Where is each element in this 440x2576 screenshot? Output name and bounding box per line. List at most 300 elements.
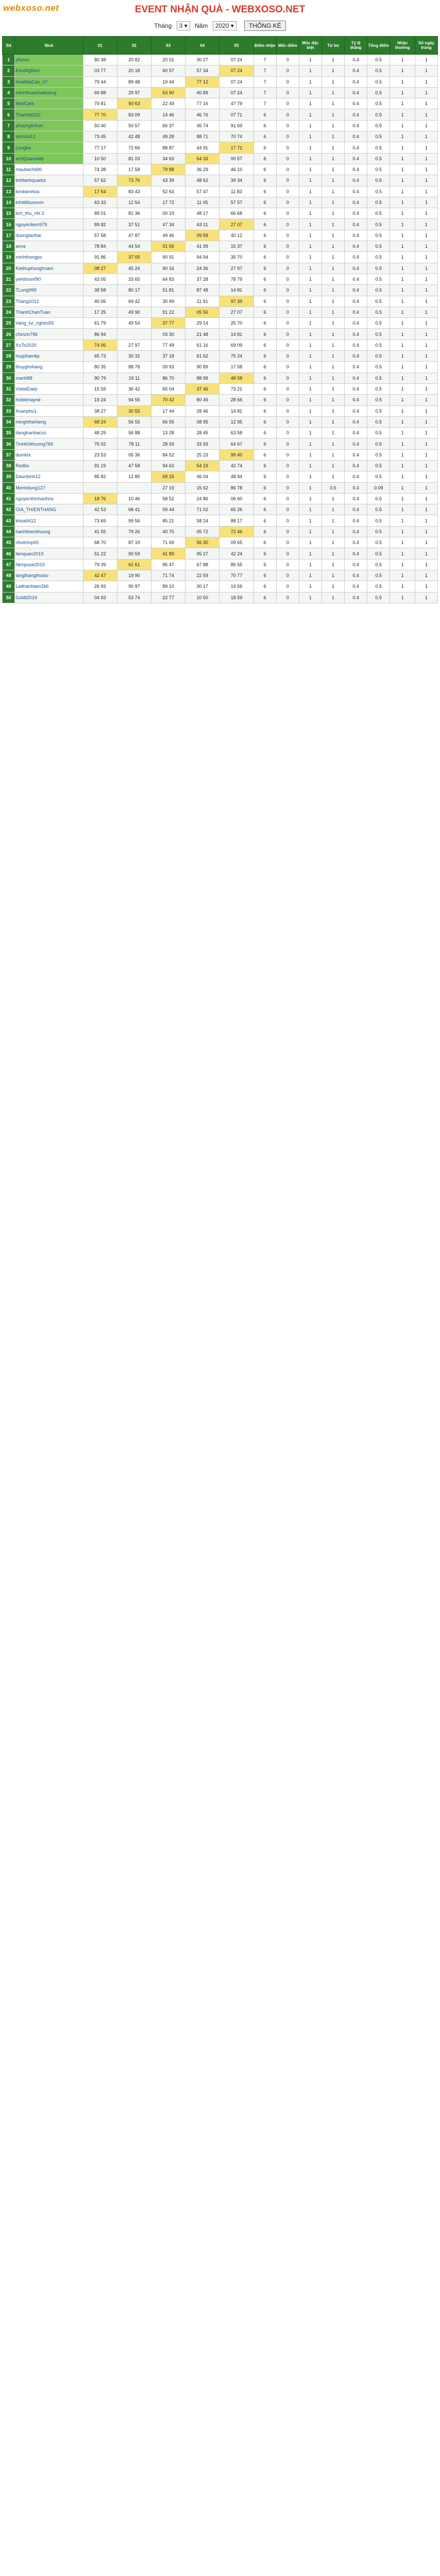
table-cell-n: 1 [390, 471, 415, 482]
table-cell-d3: 64 83 [151, 274, 185, 284]
table-cell-d5: 14 81 [219, 405, 253, 416]
table-cell-nick[interactable]: Menhdung127 [15, 482, 83, 493]
table-row [3, 164, 438, 175]
table-cell-p: 6 [253, 372, 276, 383]
table-cell-s: 1 [299, 175, 321, 186]
table-cell-d3: 41 89 [151, 548, 185, 559]
table-cell-nick[interactable]: HoaMaiCao_07 [15, 76, 83, 87]
table-cell-k: 1 [415, 460, 437, 471]
table-cell-k: 1 [415, 153, 437, 164]
table-cell-d3: 94 63 [151, 460, 185, 471]
table-cell-d3: 03 30 [151, 329, 185, 340]
table-cell-d5: 00 57 [219, 153, 253, 164]
table-cell-d1: 26 93 [83, 581, 117, 592]
table-cell-n: 1 [390, 252, 415, 263]
table-cell-d1: 19 24 [83, 395, 117, 405]
table-cell-stt: 46 [3, 548, 15, 559]
table-cell-nick[interactable]: tnhtt6buonvm [15, 197, 83, 208]
table-cell-k: 1 [415, 164, 437, 175]
table-cell-k: 1 [415, 372, 437, 383]
table-cell-d2: 19 11 [117, 372, 151, 383]
table-cell-t: 0.5 [367, 230, 390, 241]
table-cell-d4: 11 91 [185, 296, 219, 307]
table-cell-n: 1 [390, 230, 415, 241]
table-cell-d1: 42 53 [83, 504, 117, 515]
table-cell-nick[interactable]: Goldt2019 [15, 592, 83, 603]
table-row [3, 383, 438, 394]
table-cell-d4: 29 14 [185, 318, 219, 329]
table-cell-m: 0 [276, 428, 299, 438]
table-cell-nick[interactable]: dangtranbacco [15, 428, 83, 438]
table-cell-n: 1 [390, 142, 415, 153]
table-cell-k: 1 [415, 362, 437, 372]
table-cell-t: 0.5 [367, 318, 390, 329]
column-header: Stt [3, 37, 15, 55]
table-cell-k: 1 [415, 482, 437, 493]
table-cell-d4: 36 29 [185, 164, 219, 175]
table-cell-b: 1 [321, 438, 344, 449]
table-cell-t: 0.5 [367, 449, 390, 460]
table-cell-b: 1 [321, 416, 344, 427]
table-cell-d3: 90 16 [151, 263, 185, 274]
table-cell-s: 1 [299, 428, 321, 438]
table-cell-r: 0.4 [345, 504, 367, 515]
table-cell-d5: 28 66 [219, 395, 253, 405]
table-cell-t: 0.5 [367, 395, 390, 405]
table-cell-nick[interactable]: Redbo [15, 460, 83, 471]
table-cell-r: 0.4 [345, 405, 367, 416]
table-cell-d1: 91 19 [83, 460, 117, 471]
table-cell-s: 1 [299, 65, 321, 76]
table-cell-d1: 57 58 [83, 230, 117, 241]
table-cell-d3: 66 55 [151, 416, 185, 427]
table-row [3, 372, 438, 383]
table-cell-m: 0 [276, 351, 299, 362]
table-cell-n: 1 [390, 537, 415, 548]
table-cell-nick[interactable]: maubachil90 [15, 164, 83, 175]
table-cell-d5: 27 97 [219, 263, 253, 274]
table-cell-m: 0 [276, 559, 299, 570]
table-cell-nick[interactable]: Kiethuphunghnam [15, 263, 83, 274]
table-cell-n: 1 [390, 405, 415, 416]
table-cell-t: 0.5 [367, 120, 390, 131]
table-cell-m: 0 [276, 65, 299, 76]
table-cell-d1: 65 73 [83, 351, 117, 362]
table-cell-p: 7 [253, 55, 276, 65]
table-cell-d3: 49 46 [151, 230, 185, 241]
table-cell-k: 1 [415, 186, 437, 197]
table-cell-s: 1 [299, 383, 321, 394]
table-cell-s: 1 [299, 307, 321, 317]
table-row [3, 416, 438, 427]
table-cell-p: 6 [253, 559, 276, 570]
table-cell-b: 1 [321, 537, 344, 548]
table-cell-m: 0 [276, 362, 299, 372]
table-cell-stt: 35 [3, 428, 15, 438]
table-cell-d5: 07 24 [219, 55, 253, 65]
table-cell-d3: 22 77 [151, 592, 185, 603]
table-cell-m: 0 [276, 537, 299, 548]
table-cell-nick[interactable]: nguyenthinhanhns [15, 493, 83, 504]
site-logo[interactable]: webxoso.net [3, 3, 59, 13]
table-cell-p: 6 [253, 241, 276, 252]
table-cell-d3: 14 46 [151, 109, 185, 120]
table-cell-s: 1 [299, 438, 321, 449]
table-cell-d2: 20 82 [117, 55, 151, 65]
table-cell-stt: 43 [3, 515, 15, 526]
table-cell-b: 1 [321, 208, 344, 219]
table-cell-nick[interactable]: Xuanphu1 [15, 405, 83, 416]
table-cell-r: 0.4 [345, 153, 367, 164]
table-cell-t: 0.5 [367, 548, 390, 559]
table-cell-nick[interactable]: nguyenliem979 [15, 219, 83, 230]
table-cell-stt: 49 [3, 581, 15, 592]
table-cell-s: 1 [299, 559, 321, 570]
table-cell-nick[interactable]: Longbo [15, 142, 83, 153]
table-cell-s: 1 [299, 164, 321, 175]
table-cell-p: 6 [253, 351, 276, 362]
table-cell-s: 1 [299, 471, 321, 482]
table-cell-d5: 48 58 [219, 372, 253, 383]
table-cell-d4: 58 24 [185, 515, 219, 526]
table-row [3, 493, 438, 504]
table-cell-stt: 47 [3, 559, 15, 570]
table-cell-d3: 37 18 [151, 351, 185, 362]
table-cell-d1: 77 70 [83, 109, 117, 120]
table-cell-t: 0.5 [367, 329, 390, 340]
table-cell-k: 1 [415, 65, 437, 76]
table-cell-b: 1 [321, 592, 344, 603]
table-cell-b: 1 [321, 241, 344, 252]
table-row [3, 362, 438, 372]
table-cell-d3: 51 81 [151, 285, 185, 296]
table-cell-nick[interactable]: yehitmonf90 [15, 274, 83, 284]
table-cell-d4: 37 46 [185, 383, 219, 394]
table-cell-p: 6 [253, 329, 276, 340]
table-cell-stt: 11 [3, 164, 15, 175]
table-cell-r: 0.4 [345, 526, 367, 537]
table-cell-nick[interactable]: tinhlanhquadoi [15, 175, 83, 186]
table-row [3, 263, 438, 274]
table-cell-d2: 45 24 [117, 263, 151, 274]
table-cell-n: 1 [390, 482, 415, 493]
table-cell-stt: 30 [3, 372, 15, 383]
month-select[interactable]: 3 ▾ [177, 21, 190, 31]
table-cell-t: 0.5 [367, 570, 390, 581]
table-cell-stt: 9 [3, 142, 15, 153]
table-cell-d1: 75 02 [83, 438, 117, 449]
table-cell-d2: 47 87 [117, 230, 151, 241]
table-cell-b: 1 [321, 142, 344, 153]
table-cell-d3: 34 63 [151, 153, 185, 164]
table-row [3, 460, 438, 471]
table-cell-nick[interactable]: phimm [15, 55, 83, 65]
table-cell-nick[interactable]: Daunbinh12 [15, 471, 83, 482]
table-cell-r: 0.4 [345, 307, 367, 317]
table-cell-stt: 23 [3, 296, 15, 307]
table-cell-t: 0.5 [367, 428, 390, 438]
table-cell-d1: 63 33 [83, 197, 117, 208]
table-cell-d5: 46 10 [219, 164, 253, 175]
table-cell-m: 0 [276, 164, 299, 175]
table-cell-m: 0 [276, 285, 299, 296]
table-cell-m: 0 [276, 405, 299, 416]
table-cell-d3: 65 04 [151, 383, 185, 394]
table-cell-nick[interactable]: thuyghohang [15, 362, 83, 372]
table-cell-d5: 39 34 [219, 175, 253, 186]
table-cell-p: 6 [253, 186, 276, 197]
table-cell-t: 0.5 [367, 296, 390, 307]
table-cell-stt: 2 [3, 65, 15, 76]
table-cell-n: 1 [390, 395, 415, 405]
table-cell-t: 0.5 [367, 493, 390, 504]
table-cell-nick[interactable]: langthangthoiso [15, 570, 83, 581]
table-cell-t: 0.5 [367, 98, 390, 109]
table-cell-stt: 45 [3, 537, 15, 548]
table-cell-stt: 5 [3, 98, 15, 109]
table-cell-r: 0.4 [345, 285, 367, 296]
table-cell-s: 1 [299, 537, 321, 548]
table-cell-d3: 86 70 [151, 372, 185, 383]
table-cell-nick[interactable]: XuTo2020 [15, 340, 83, 350]
table-cell-d3: 60 57 [151, 65, 185, 76]
table-cell-b: 1 [321, 76, 344, 87]
table-cell-n: 1 [390, 175, 415, 186]
table-cell-d1: 79 81 [83, 98, 117, 109]
table-row [3, 274, 438, 284]
table-cell-n: 1 [390, 493, 415, 504]
table-cell-nick[interactable]: NeoCarb [15, 98, 83, 109]
table-cell-k: 1 [415, 87, 437, 98]
table-cell-d2: 12 54 [117, 197, 151, 208]
table-cell-stt: 25 [3, 318, 15, 329]
table-cell-nick[interactable]: TLong999 [15, 285, 83, 296]
table-cell-s: 1 [299, 252, 321, 263]
table-cell-nick[interactable]: chinzin786 [15, 329, 83, 340]
table-cell-nick[interactable]: sinhdol12 [15, 131, 83, 142]
table-cell-d4: 64 33 [185, 153, 219, 164]
table-cell-d4: 41 99 [185, 241, 219, 252]
table-cell-b: 1 [321, 131, 344, 142]
table-cell-b: 1 [321, 296, 344, 307]
table-cell-k: 1 [415, 76, 437, 87]
table-cell-nick[interactable]: TinhKhithuong789 [15, 438, 83, 449]
table-row [3, 581, 438, 592]
table-cell-s: 1 [299, 219, 321, 230]
table-cell-s: 1 [299, 362, 321, 372]
table-cell-d3: 91 22 [151, 307, 185, 317]
table-cell-n: 1 [390, 438, 415, 449]
table-cell-s: 1 [299, 493, 321, 504]
table-cell-nick[interactable]: hoibitmayne [15, 395, 83, 405]
table-cell-k: 1 [415, 592, 437, 603]
table-cell-d5: 88 17 [219, 515, 253, 526]
table-cell-k: 1 [415, 329, 437, 340]
table-cell-nick[interactable]: phuonglinhvn [15, 120, 83, 131]
table-cell-k: 1 [415, 131, 437, 142]
table-cell-s: 1 [299, 482, 321, 493]
table-cell-s: 1 [299, 526, 321, 537]
table-cell-nick[interactable]: Laithanhtam2k6 [15, 581, 83, 592]
table-cell-d5: 06 60 [219, 493, 253, 504]
table-cell-r: 0.4 [345, 230, 367, 241]
table-cell-nick[interactable]: GIA_THIENTHANG [15, 504, 83, 515]
table-cell-p: 6 [253, 428, 276, 438]
table-cell-m: 0 [276, 592, 299, 603]
table-cell-s: 1 [299, 55, 321, 65]
table-cell-d4: 54 19 [185, 460, 219, 471]
table-cell-k: 1 [415, 296, 437, 307]
stats-button[interactable]: THỐNG KÊ [244, 21, 286, 31]
table-cell-d5: 70 74 [219, 131, 253, 142]
column-header: Từ bỏ [321, 37, 344, 55]
table-cell-b: 1 [321, 186, 344, 197]
table-cell-d4: 67 88 [185, 559, 219, 570]
table-cell-b: 1 [321, 340, 344, 350]
table-cell-r: 0.4 [345, 296, 367, 307]
year-select[interactable]: 2020 ▾ [213, 21, 236, 31]
table-cell-m: 0 [276, 395, 299, 405]
table-cell-nick[interactable]: minhthuanhaiduong [15, 87, 83, 98]
table-cell-d1: 42 47 [83, 570, 117, 581]
table-row [3, 482, 438, 493]
table-cell-nick[interactable]: dumkhi [15, 449, 83, 460]
table-cell-d5: 65 26 [219, 504, 253, 515]
table-cell-d1: 79 44 [83, 76, 117, 87]
table-cell-d2: 17 58 [117, 164, 151, 175]
table-cell-m: 0 [276, 230, 299, 241]
table-cell-nick[interactable]: lienquan2019 [15, 548, 83, 559]
table-cell-b: 1 [321, 230, 344, 241]
table-cell-nick[interactable]: minhthongpx [15, 252, 83, 263]
table-cell-d3: 66 37 [151, 120, 185, 131]
table-cell-n: 1 [390, 76, 415, 87]
table-cell-b: 1 [321, 197, 344, 208]
ranking-table [2, 36, 438, 603]
table-cell-nick[interactable]: Vang_lui_ngheo55 [15, 318, 83, 329]
table-cell-d5: 86 78 [219, 482, 253, 493]
table-cell-nick[interactable]: nhutrimph0 [15, 537, 83, 548]
table-cell-nick[interactable]: khoa9412 [15, 515, 83, 526]
table-cell-k: 1 [415, 219, 437, 230]
table-cell-m: 0 [276, 197, 299, 208]
table-cell-n: 1 [390, 241, 415, 252]
table-cell-d1: 15 59 [83, 383, 117, 394]
table-cell-d1: 61 79 [83, 318, 117, 329]
table-cell-m: 0 [276, 296, 299, 307]
table-cell-d2: 49 90 [117, 307, 151, 317]
table-cell-d4: 48 17 [185, 208, 219, 219]
table-cell-nick[interactable]: minghthehieng [15, 416, 83, 427]
table-cell-d1: 43 05 [83, 274, 117, 284]
table-cell-s: 1 [299, 263, 321, 274]
column-header: Mốc đặc biệt [299, 37, 321, 55]
table-cell-d5: 57 57 [219, 197, 253, 208]
table-cell-nick[interactable]: kimbienhoa [15, 186, 83, 197]
table-cell-r: 0.4 [345, 252, 367, 263]
table-cell-d3: 70 42 [151, 395, 185, 405]
table-cell-stt: 37 [3, 449, 15, 460]
table-cell-n: 1 [390, 548, 415, 559]
table-cell-p: 6 [253, 175, 276, 186]
table-cell-d3: 47 34 [151, 219, 185, 230]
table-cell-r: 0.4 [345, 592, 367, 603]
table-cell-nick[interactable]: manh88 [15, 372, 83, 383]
table-row [3, 307, 438, 317]
table-cell-nick[interactable]: VietelDaily [15, 383, 83, 394]
table-cell-d3: 30 99 [151, 296, 185, 307]
table-cell-b: 1 [321, 405, 344, 416]
table-cell-n: 1 [390, 87, 415, 98]
table-row [3, 449, 438, 460]
table-cell-d5: 07 24 [219, 76, 253, 87]
table-cell-d1: 38 58 [83, 285, 117, 296]
table-cell-r: 0.4 [345, 428, 367, 438]
table-cell-r: 0.4 [345, 318, 367, 329]
table-cell-t: 0.5 [367, 526, 390, 537]
table-cell-nick[interactable]: huyphamkp [15, 351, 83, 362]
table-cell-t: 0.5 [367, 285, 390, 296]
table-cell-k: 1 [415, 307, 437, 317]
table-cell-b: 1 [321, 395, 344, 405]
table-cell-k: 1 [415, 175, 437, 186]
table-cell-n: 1 [390, 153, 415, 164]
table-cell-d2: 19 90 [117, 570, 151, 581]
table-cell-nick[interactable]: KhoiNgBien [15, 65, 83, 76]
table-cell-t: 0.5 [367, 208, 390, 219]
table-cell-d4: 94 94 [185, 252, 219, 263]
column-header: Tổng điểm [367, 37, 390, 55]
table-row [3, 428, 438, 438]
table-cell-n: 1 [390, 383, 415, 394]
table-cell-nick[interactable]: lich_thu_nhi 2 [15, 208, 83, 219]
table-cell-p: 6 [253, 109, 276, 120]
table-cell-m: 0 [276, 131, 299, 142]
table-cell-b: 1 [321, 263, 344, 274]
table-cell-nick[interactable]: anva [15, 241, 83, 252]
table-cell-t: 0.5 [367, 372, 390, 383]
table-cell-stt: 40 [3, 482, 15, 493]
table-cell-s: 1 [299, 296, 321, 307]
table-cell-nick[interactable]: anhQuandate [15, 153, 83, 164]
table-cell-s: 1 [299, 153, 321, 164]
table-cell-p: 6 [253, 307, 276, 317]
table-cell-s: 1 [299, 230, 321, 241]
table-cell-nick[interactable]: Thanhbt010 [15, 109, 83, 120]
table-cell-nick[interactable]: hkmpuse2019 [15, 559, 83, 570]
table-cell-d1: 73 45 [83, 131, 117, 142]
table-cell-k: 1 [415, 274, 437, 284]
table-cell-d1: 74 06 [83, 340, 117, 350]
table-cell-d3: 69 15 [151, 471, 185, 482]
table-cell-r: 0.4 [345, 87, 367, 98]
table-cell-nick[interactable]: hanhthienthuong [15, 526, 83, 537]
table-cell-d4: 46 04 [185, 471, 219, 482]
table-row [3, 340, 438, 350]
table-cell-nick[interactable]: ThanhChanTuan [15, 307, 83, 317]
table-cell-d5: 40 12 [219, 230, 253, 241]
table-cell-d2: 94 55 [117, 395, 151, 405]
table-cell-nick[interactable]: Thang1012 [15, 296, 83, 307]
table-cell-p: 6 [253, 570, 276, 581]
table-cell-m: 0 [276, 153, 299, 164]
table-cell-n: 1 [390, 296, 415, 307]
table-cell-d4: 24 36 [185, 263, 219, 274]
table-cell-nick[interactable]: duongtanhai [15, 230, 83, 241]
table-cell-r: 0.4 [345, 263, 367, 274]
table-cell-b: 1 [321, 65, 344, 76]
table-cell-k: 1 [415, 537, 437, 548]
